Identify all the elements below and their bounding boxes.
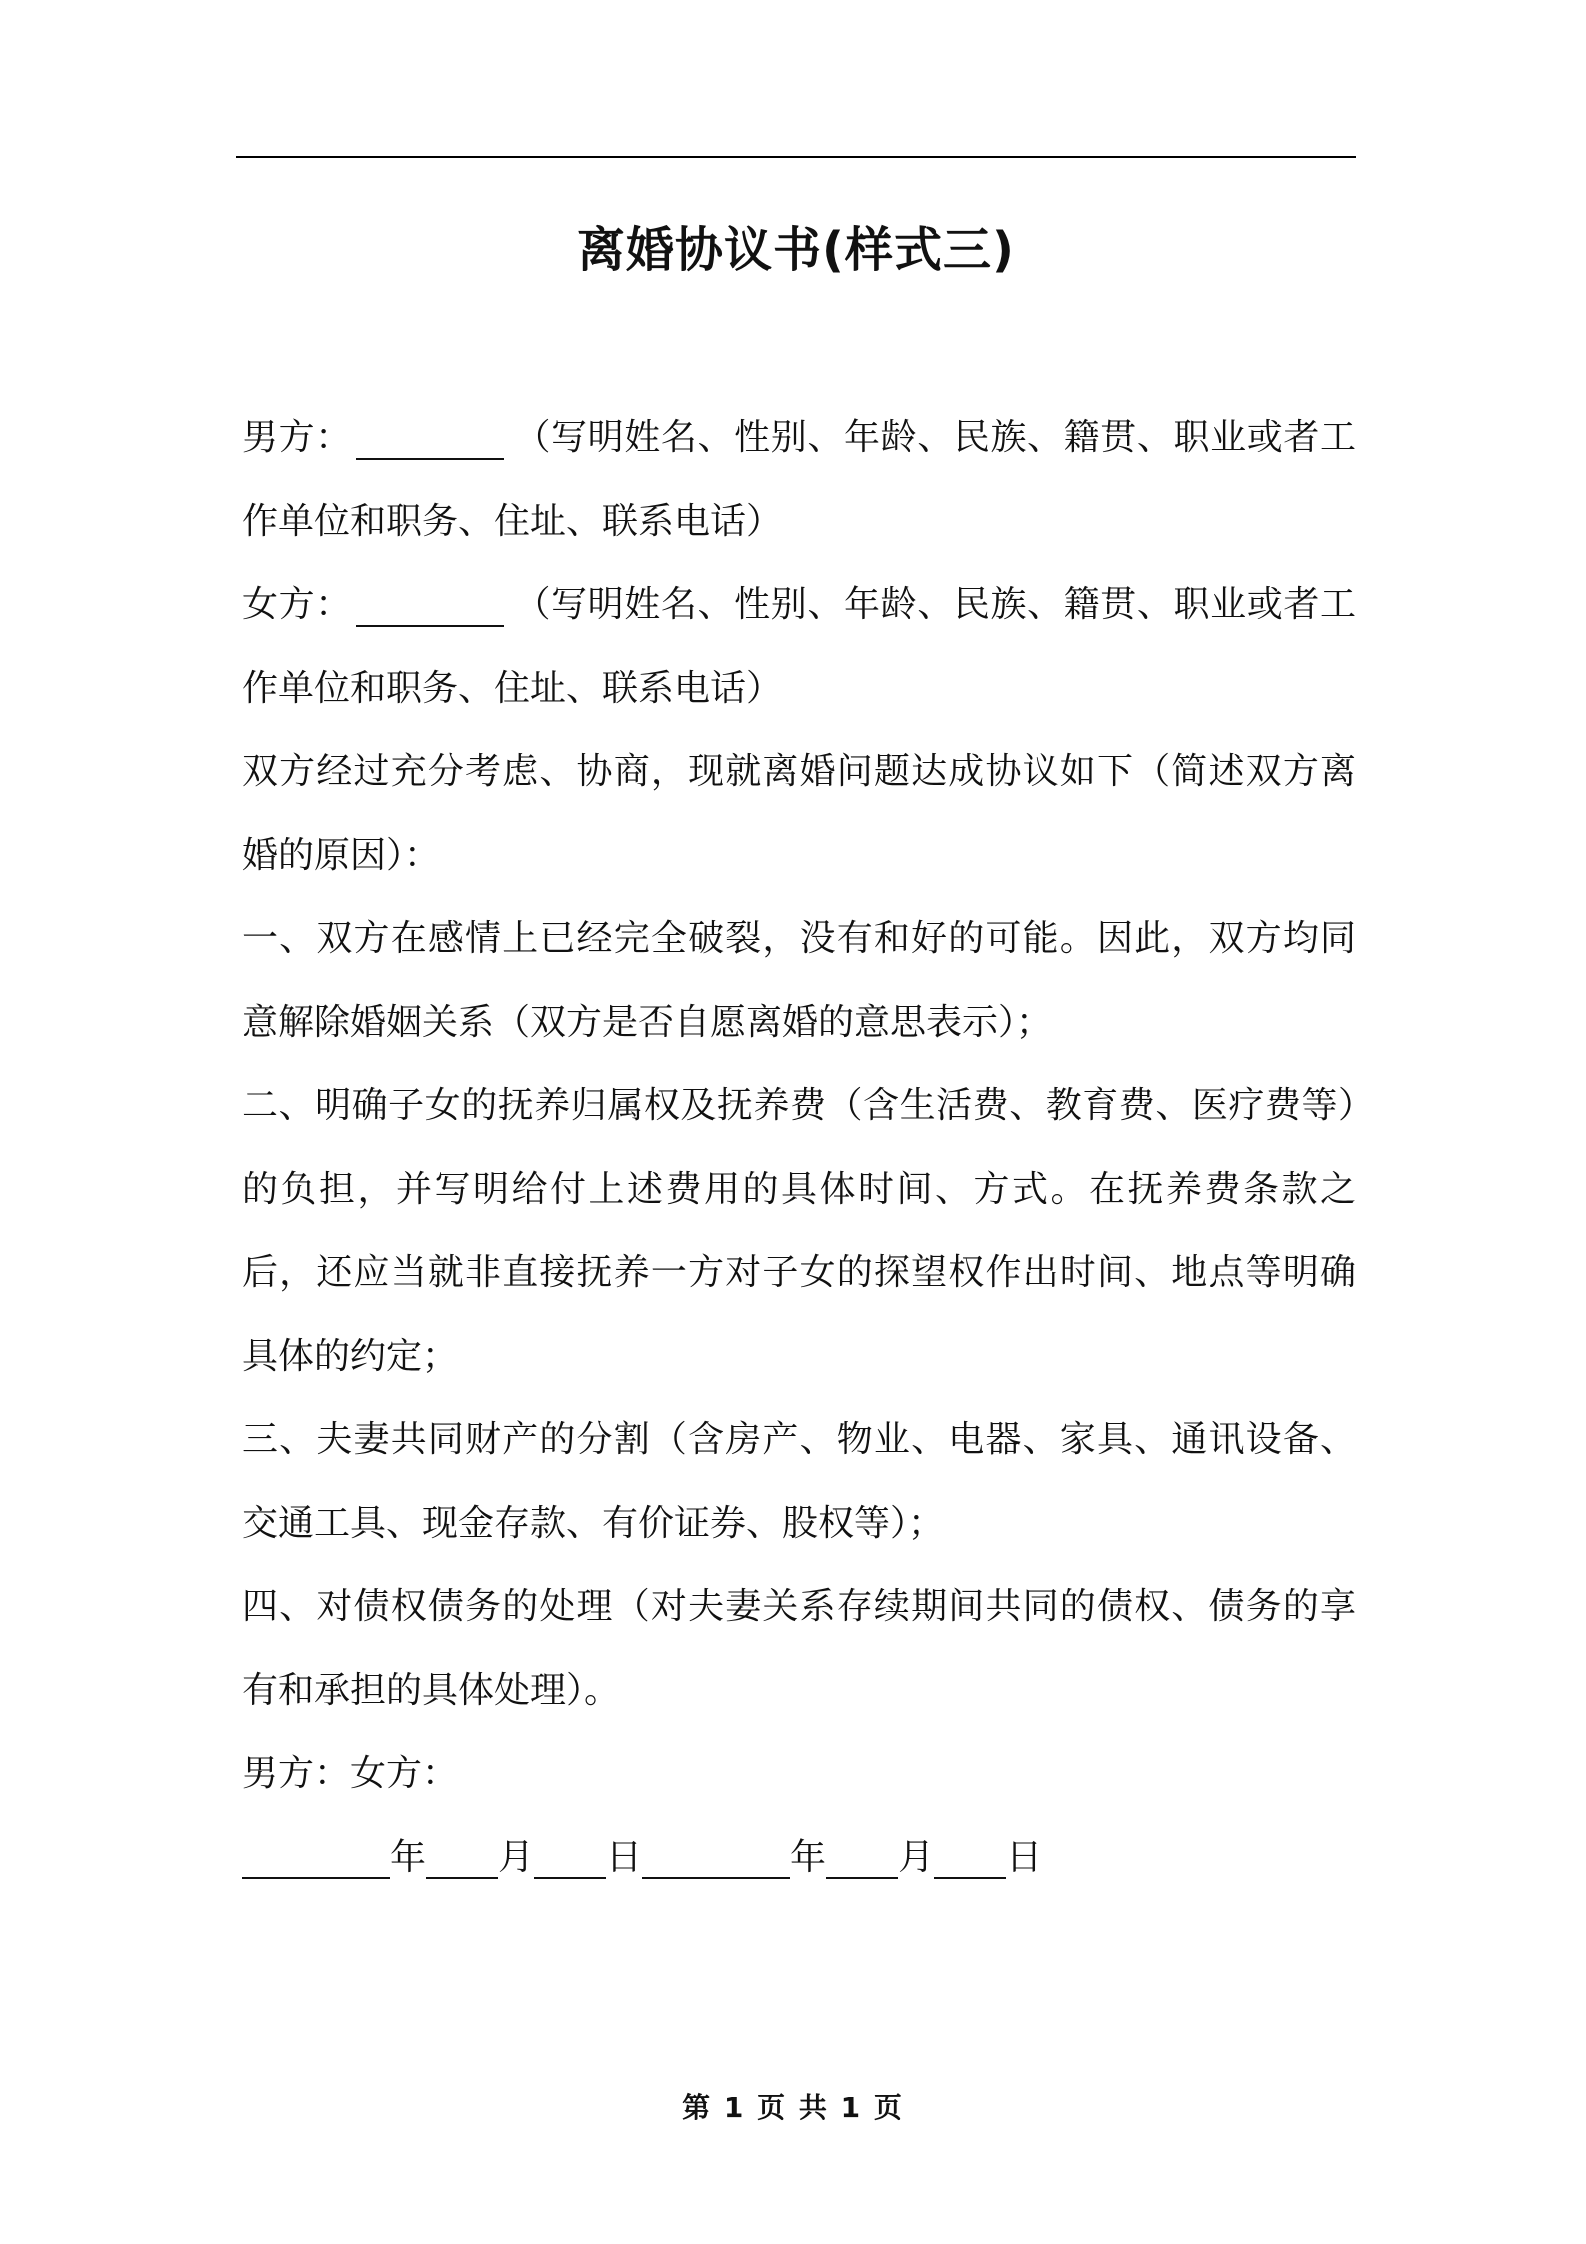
male-month-blank <box>426 1838 498 1880</box>
male-description: （写明姓名、性别、年龄、民族、籍贯、职业或者工作单位和职务、住址、联系电话） <box>242 417 1356 542</box>
page-footer: 第 1 页 共 1 页 <box>682 2091 904 2124</box>
male-name-blank <box>356 418 504 460</box>
male-label: 男方： <box>242 417 352 458</box>
document-title: 离婚协议书(样式三) <box>577 222 1015 278</box>
male-party-paragraph <box>242 396 1356 563</box>
female-day-blank <box>934 1838 1006 1880</box>
female-day-label: 日 <box>1006 1836 1043 1878</box>
clause-2: 二、明确子女的抚养归属权及抚养费（含生活费、教育费、医疗费等）的负担，并写明给付上述费用的具体时间、方式。在抚养费条款之后，还应当就非直接抚养一方对子女的探望权作出时间、地点等明确具体的约定； <box>242 1085 1356 1377</box>
female-party-paragraph <box>242 563 1356 730</box>
clause-4: 四、对债权债务的处理（对夫妻关系存续期间共同的债权、债务的享有和承担的具体处理）。 <box>242 1586 1356 1711</box>
clause-3: 三、夫妻共同财产的分割（含房产、物业、电器、家具、通讯设备、交通工具、现金存款、有价证券、股权等）； <box>242 1419 1356 1544</box>
male-month-label: 月 <box>498 1836 535 1878</box>
header-rule <box>236 156 1356 158</box>
male-day-label: 日 <box>606 1836 643 1878</box>
signature-line: 男方：女方： <box>242 1753 459 1794</box>
male-day-blank <box>534 1838 606 1880</box>
male-year-blank <box>242 1838 390 1880</box>
female-year-label: 年 <box>790 1836 827 1878</box>
male-year-label: 年 <box>390 1836 427 1878</box>
document-body <box>242 396 1356 1899</box>
clause-1: 一、双方在感情上已经完全破裂，没有和好的可能。因此，双方均同意解除婚姻关系（双方是否自愿离婚的意思表示）； <box>242 918 1356 1043</box>
female-year-blank <box>642 1838 790 1880</box>
intro-paragraph: 双方经过充分考虑、协商，现就离婚问题达成协议如下（简述双方离婚的原因）： <box>242 751 1356 876</box>
female-label: 女方： <box>242 584 352 625</box>
female-month-label: 月 <box>898 1836 935 1878</box>
female-name-blank <box>356 585 504 627</box>
date-line <box>242 1816 1356 1900</box>
female-month-blank <box>826 1838 898 1880</box>
female-description: （写明姓名、性别、年龄、民族、籍贯、职业或者工作单位和职务、住址、联系电话） <box>242 584 1356 709</box>
